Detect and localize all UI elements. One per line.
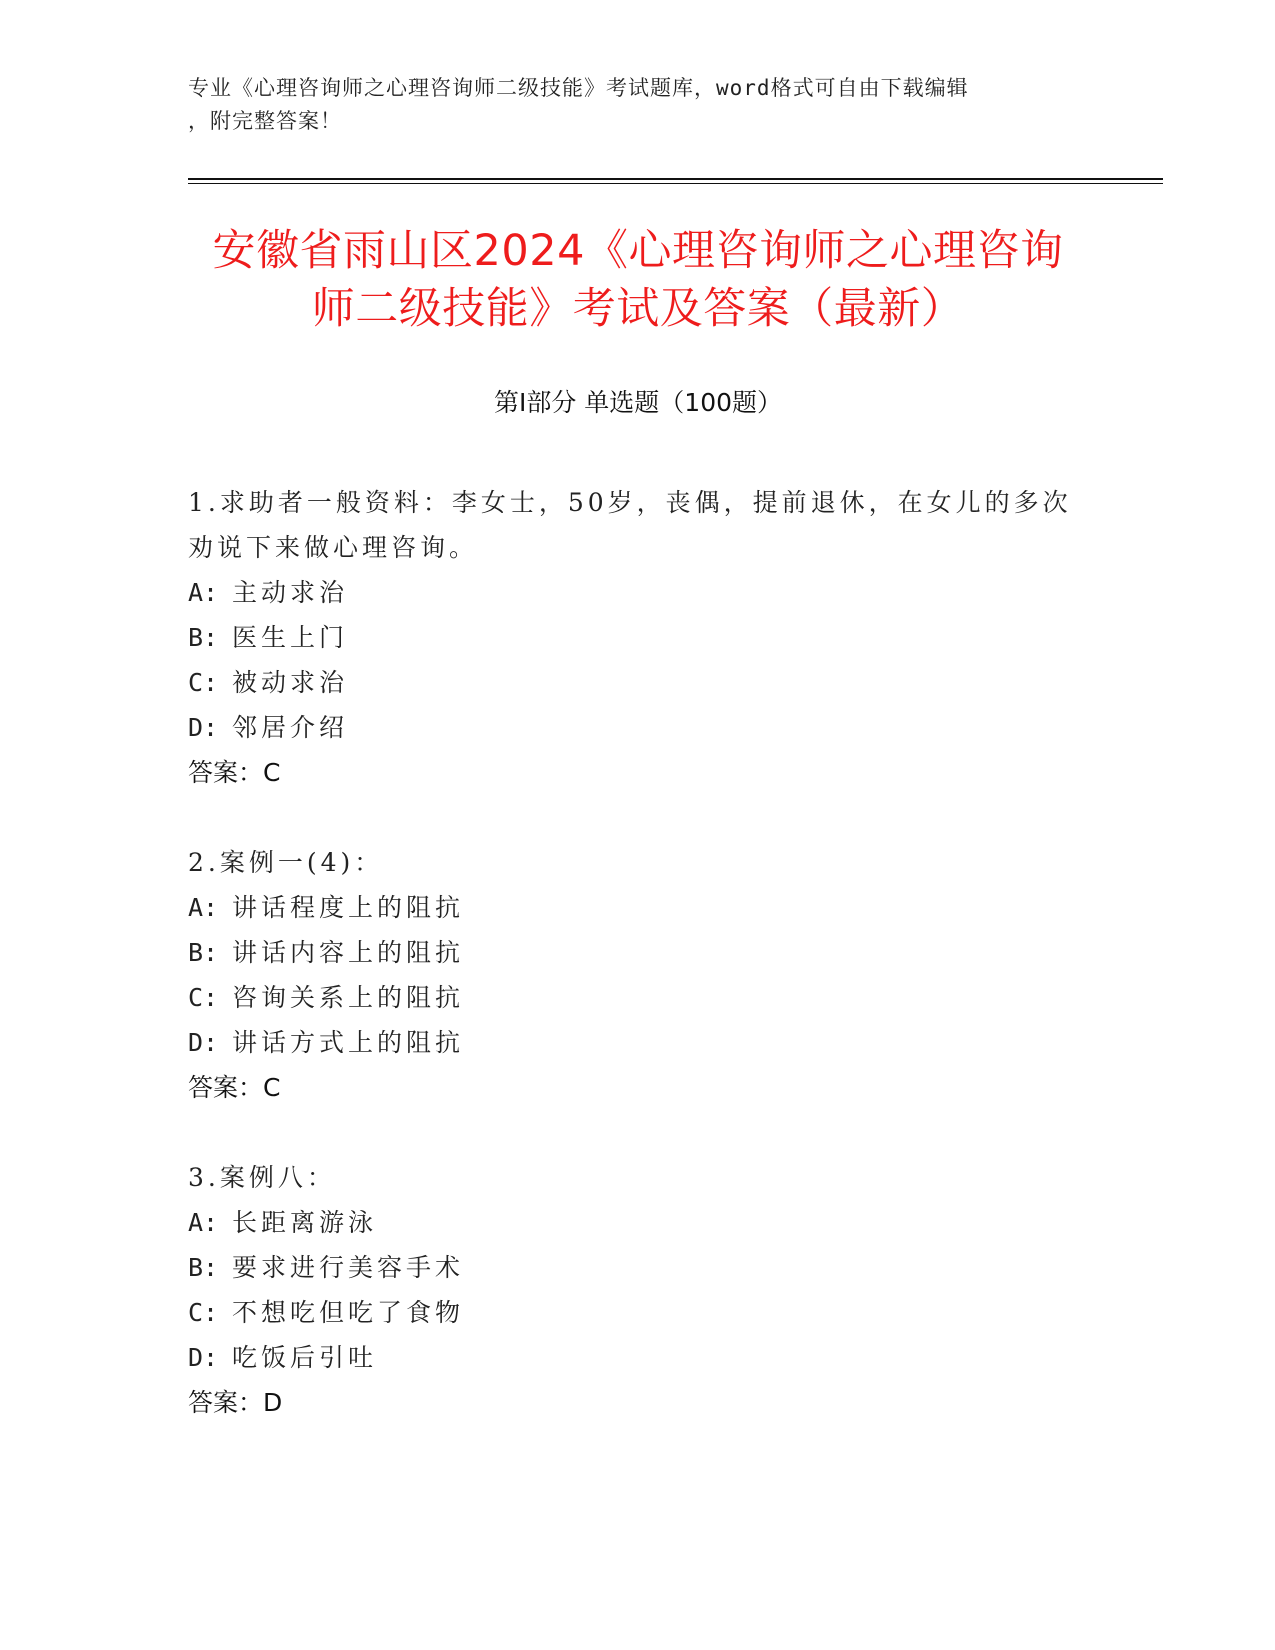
document-title <box>188 222 1088 338</box>
question-stem: 3.案例八： <box>188 1163 336 1192</box>
document-title-line-2: 师二级技能》考试及答案（最新） <box>311 284 965 334</box>
option-a <box>188 1200 1088 1245</box>
option-text: 要求进行美容手术 <box>232 1253 465 1282</box>
option-d <box>188 705 1088 750</box>
option-letter: B: <box>188 623 219 652</box>
option-a <box>188 570 1088 615</box>
section-title: 第Ⅰ部分 单选题（100题） <box>493 388 783 417</box>
option-text: 主动求治 <box>232 578 349 607</box>
option-c <box>188 975 1088 1020</box>
option-d <box>188 1020 1088 1065</box>
option-text: 长距离游泳 <box>232 1208 378 1237</box>
option-letter: D: <box>188 1343 219 1372</box>
option-text: 咨询关系上的阻抗 <box>232 983 465 1012</box>
option-text: 邻居介绍 <box>232 713 349 742</box>
option-letter: B: <box>188 938 219 967</box>
option-d <box>188 1335 1088 1380</box>
option-text: 讲话程度上的阻抗 <box>232 893 465 922</box>
option-letter: A: <box>188 578 219 607</box>
option-letter: B: <box>188 1253 219 1282</box>
option-b <box>188 930 1088 975</box>
option-b <box>188 1245 1088 1290</box>
option-text: 被动求治 <box>232 668 349 697</box>
header-rule-thin <box>188 183 1163 184</box>
question-2 <box>188 840 1088 1110</box>
option-text: 讲话方式上的阻抗 <box>232 1028 465 1057</box>
option-c <box>188 660 1088 705</box>
option-a <box>188 885 1088 930</box>
option-letter: D: <box>188 713 219 742</box>
question-list <box>188 480 1088 1470</box>
question-stem: 1.求助者一般资料：李女士，50岁，丧偶，提前退休，在女儿的多次劝说下来做心理咨询。 <box>188 488 1072 562</box>
option-text: 讲话内容上的阻抗 <box>232 938 465 967</box>
answer-line: 答案：D <box>188 1388 283 1417</box>
option-b <box>188 615 1088 660</box>
question-1 <box>188 480 1088 795</box>
document-title-line-1: 安徽省雨山区2024《心理咨询师之心理咨询 <box>212 226 1064 276</box>
option-text: 吃饭后引吐 <box>232 1343 378 1372</box>
answer-line: 答案：C <box>188 758 281 787</box>
option-letter: C: <box>188 983 219 1012</box>
option-letter: C: <box>188 668 219 697</box>
question-3 <box>188 1155 1088 1425</box>
option-letter: D: <box>188 1028 219 1057</box>
header-rule-thick <box>188 178 1163 180</box>
option-letter: A: <box>188 893 219 922</box>
option-letter: A: <box>188 1208 219 1237</box>
answer-line: 答案：C <box>188 1073 281 1102</box>
option-text: 医生上门 <box>232 623 349 652</box>
option-text: 不想吃但吃了食物 <box>232 1298 465 1327</box>
question-stem: 2.案例一(4)： <box>188 848 384 877</box>
option-c <box>188 1290 1088 1335</box>
header-note <box>188 72 1068 138</box>
option-letter: C: <box>188 1298 219 1327</box>
header-note-line-2: ，附完整答案！ <box>188 109 342 133</box>
header-note-line-1: 专业《心理咨询师之心理咨询师二级技能》考试题库，word格式可自由下载编辑 <box>188 76 969 100</box>
